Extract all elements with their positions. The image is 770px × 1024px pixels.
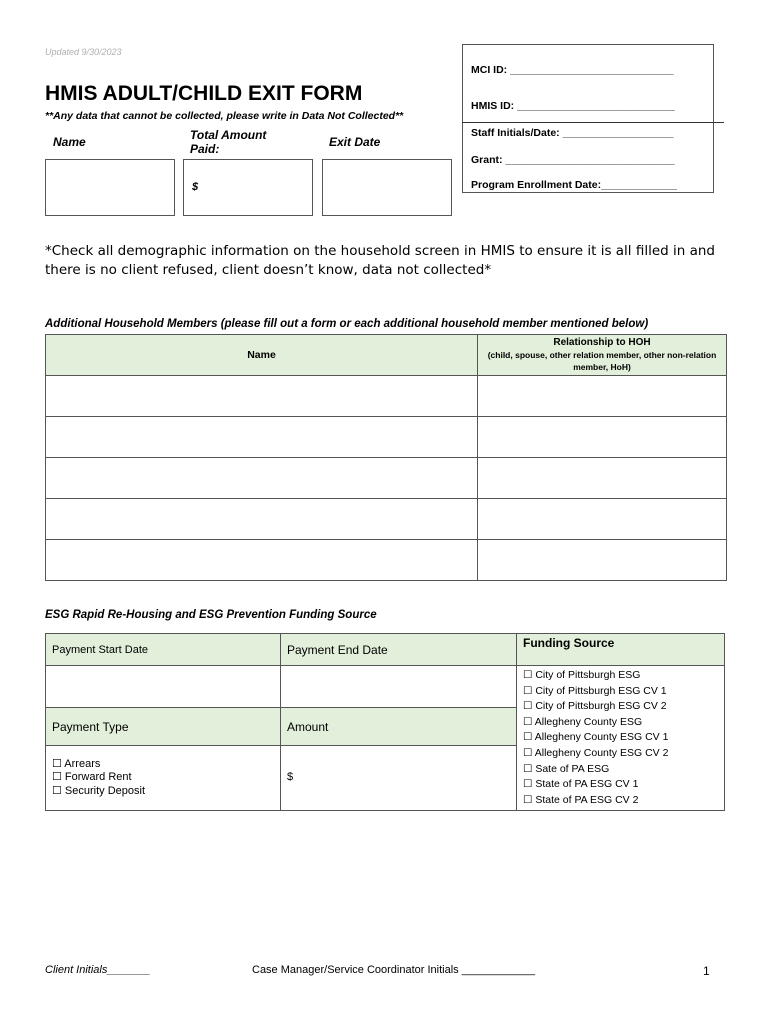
household-heading: Additional Household Members (please fill out a form or each additional household member mentioned below) [45, 318, 649, 330]
demographic-check-note: *Check all demographic information on the household screen in HMIS to ensure it is all filled in and there is no client refused, client doesn’t know, data not collected* [45, 243, 715, 278]
funding-option[interactable]: ☐ Sate of PA ESG [523, 762, 610, 775]
total-amount-label: Total Amount Paid: [190, 128, 267, 156]
mci-id-field[interactable]: MCI ID: ____________________________ [471, 64, 674, 76]
dollar-sign: $ [192, 181, 199, 193]
id-box [462, 44, 714, 193]
table-row [46, 499, 727, 540]
household-name-cell[interactable] [46, 540, 478, 581]
table-row [46, 458, 727, 499]
household-name-cell[interactable] [46, 417, 478, 458]
funding-option[interactable]: ☐ Allegheny County ESG [523, 715, 643, 728]
exit-date-label: Exit Date [329, 135, 381, 149]
household-table [45, 334, 727, 581]
household-col-relationship [478, 335, 727, 376]
amount-header: Amount [281, 708, 517, 746]
exit-date-field[interactable] [322, 159, 452, 216]
funding-option[interactable]: ☐ Allegheny County ESG CV 1 [523, 731, 669, 744]
name-field[interactable] [45, 159, 175, 216]
funding-option[interactable]: ☐ Allegheny County ESG CV 2 [523, 746, 669, 759]
data-note: **Any data that cannot be collected, please write in Data Not Collected** [45, 110, 404, 122]
funding-option[interactable]: ☐ City of Pittsburgh ESG CV 1 [523, 684, 667, 697]
esg-heading: ESG Rapid Re-Housing and ESG Prevention Funding Source [45, 609, 377, 621]
table-row [46, 417, 727, 458]
hmis-id-field[interactable]: HMIS ID: ___________________________ [471, 100, 675, 112]
divider-line [462, 122, 724, 123]
payment-type-header: Payment Type [46, 708, 281, 746]
funding-option[interactable]: ☐ State of PA ESG CV 2 [523, 793, 639, 806]
funding-source-list [517, 666, 725, 811]
funding-option[interactable]: ☐ State of PA ESG CV 1 [523, 778, 639, 791]
relationship-label: Relationship to HOH [553, 337, 651, 348]
amount-cell[interactable]: $ [281, 746, 517, 811]
payment-start-header: Payment Start Date [46, 634, 281, 666]
enrollment-date-field[interactable]: Program Enrollment Date:_____________ [471, 179, 678, 191]
payment-type-option[interactable]: ☐ Forward Rent [52, 771, 132, 784]
relationship-sublabel: (child, spouse, other relation member, other non-relation member, HoH) [487, 350, 717, 372]
page-number: 1 [703, 964, 710, 978]
payment-type-option[interactable]: ☐ Arrears [52, 757, 101, 770]
household-relationship-cell[interactable] [478, 540, 727, 581]
funding-option[interactable]: ☐ City of Pittsburgh ESG CV 2 [523, 700, 667, 713]
updated-date: Updated 9/30/2023 [45, 47, 122, 57]
household-relationship-cell[interactable] [478, 458, 727, 499]
payment-type-option[interactable]: ☐ Security Deposit [52, 784, 146, 797]
funding-source-header: Funding Source [517, 634, 725, 666]
name-label: Name [53, 135, 86, 149]
household-name-cell[interactable] [46, 499, 478, 540]
table-row [46, 376, 727, 417]
household-col-name: Name [46, 335, 478, 376]
payment-type-options [46, 746, 281, 811]
esg-table [45, 633, 725, 811]
household-relationship-cell[interactable] [478, 376, 727, 417]
payment-start-cell[interactable] [46, 666, 281, 708]
household-relationship-cell[interactable] [478, 417, 727, 458]
household-name-cell[interactable] [46, 376, 478, 417]
page-title: HMIS ADULT/CHILD EXIT FORM [45, 82, 363, 105]
funding-option[interactable]: ☐ City of Pittsburgh ESG [523, 669, 641, 681]
grant-field[interactable]: Grant: _____________________________ [471, 154, 675, 166]
client-initials: Client Initials_______ [45, 964, 151, 976]
staff-initials-field[interactable]: Staff Initials/Date: ___________________ [471, 127, 674, 139]
payment-end-cell[interactable] [281, 666, 517, 708]
household-relationship-cell[interactable] [478, 499, 727, 540]
table-row [46, 540, 727, 581]
household-name-cell[interactable] [46, 458, 478, 499]
total-amount-field[interactable] [183, 159, 313, 216]
case-manager-initials: Case Manager/Service Coordinator Initials ____________ [252, 964, 536, 976]
payment-end-header: Payment End Date [281, 634, 517, 666]
